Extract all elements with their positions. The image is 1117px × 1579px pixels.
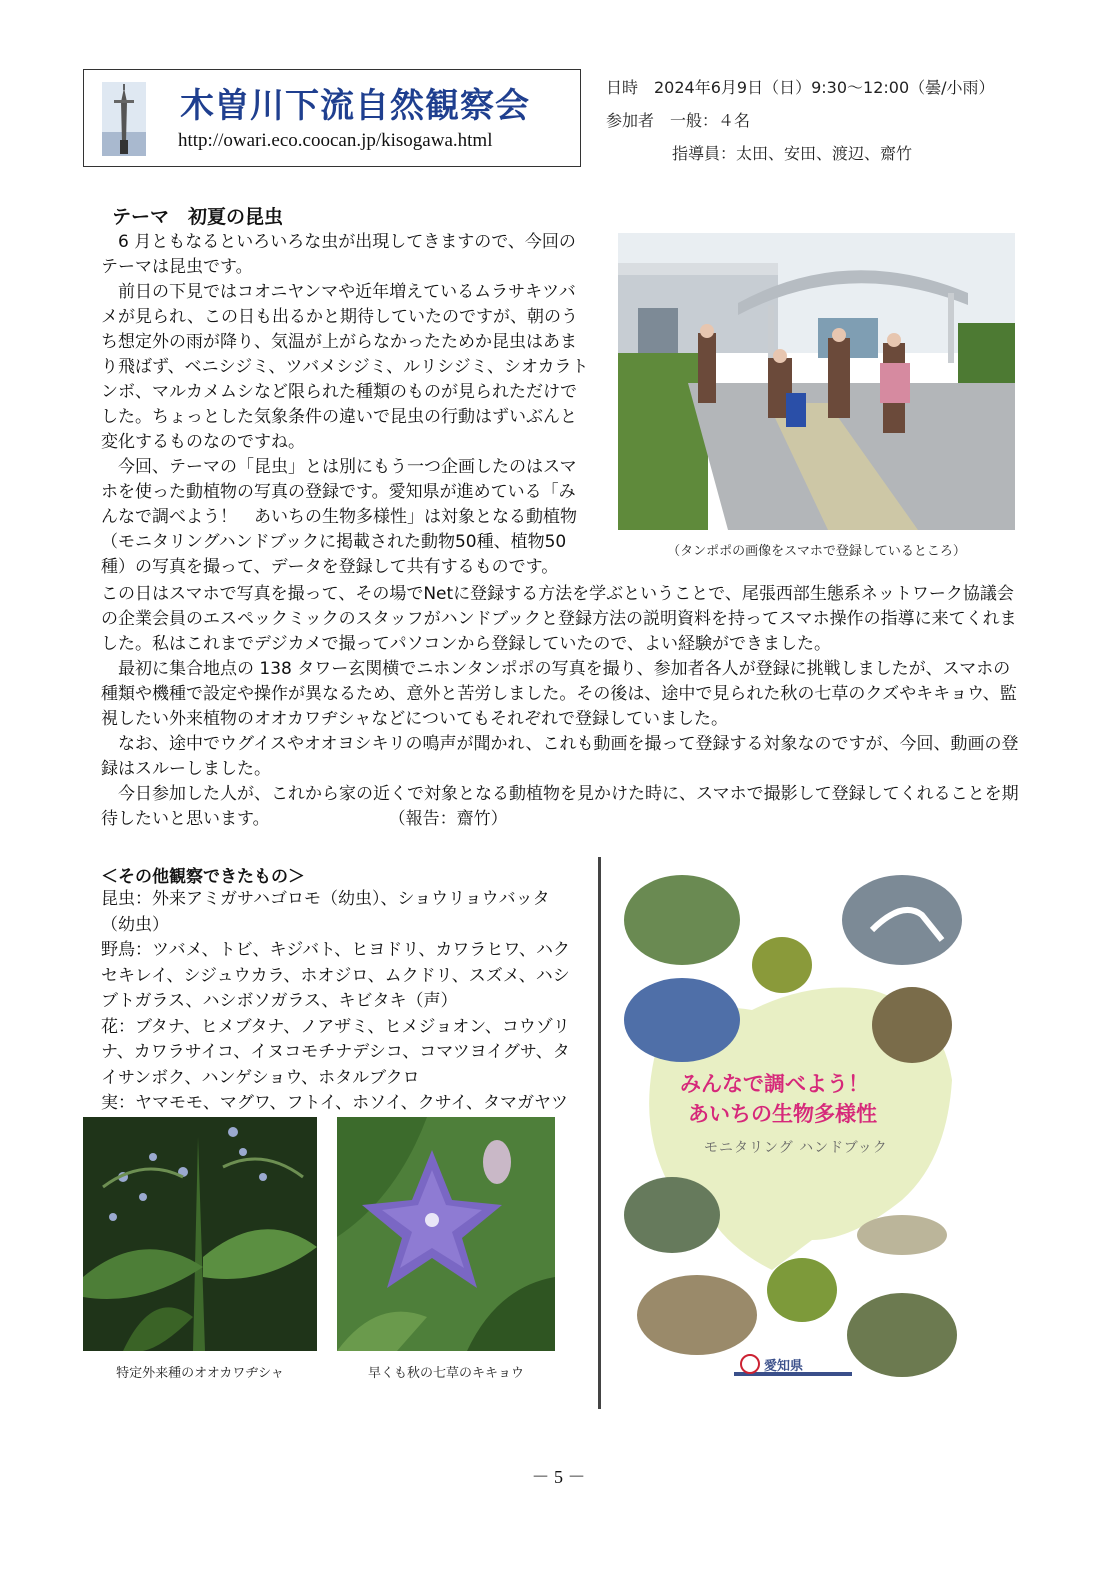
okawajisha-caption: 特定外来種のオオカワヂシャ: [116, 1366, 284, 1381]
header-box: [83, 69, 581, 167]
paragraph: 最初に集合地点の 138 タワー玄関横でニホンタンポポの写真を撮り、参加者各人が登録に挑戦しましたが、スマホの種類や機種で設定や操作が異なるため、意外と苦労しました。その後は、途中で見られた秋の七草のクズやキキョウ、監視したい外来植物のオオカワヂシャなどについてもそれぞれで登録していました。: [101, 659, 1017, 729]
others-list: [101, 887, 577, 1142]
tower-logo-icon: [102, 82, 146, 156]
handbook-cover: [612, 860, 978, 1390]
article-left-text: [101, 230, 591, 580]
okawajisha-photo: [83, 1117, 317, 1351]
guides: 指導員：太田、安田、渡辺、齋竹: [672, 144, 913, 163]
list-item: 実：ヤマモモ、マグワ、フトイ、ホソイ、クサイ、タマガヤツ: [101, 1093, 568, 1113]
group-photo: [618, 233, 1015, 530]
paragraph: 前日の下見ではコオニヤンマや近年増えているムラサキツバメが見られ、この日も出るかと期待していたのですが、朝のうち想定外の雨が降り、気温が上がらなかったためか昆虫はあまり飛ばず、ベニシジミ、ツバメシジミ、ルリシジミ、シオカラトンボ、マルカメムシなど限られた種類のものが見られただけでした。ちょっとした気象条件の違いで昆虫の行動はずいぶんと変化するものなのですね。: [101, 282, 589, 452]
paragraph: なお、途中でウグイスやオオヨシキリの鳴声が聞かれ、これも動画を撮って登録する対象なのですが、今回、動画の登録はスルーしました。: [101, 734, 1019, 779]
theme-heading: テーマ 初夏の昆虫: [112, 206, 284, 228]
paragraph: この日はスマホで写真を撮って、その場でNetに登録する方法を学ぶということで、尾張西部生態系ネットワーク協議会の企業会員のエスペックミックのスタッフがハンドブックと登録方法の説明資料を持ってスマホ操作の指導に来てくれました。私はこれまでデジカメで撮ってパソコンから登録していたので、よい経験ができました。: [101, 584, 1017, 654]
list-item: 昆虫：外来アミガサハゴロモ（幼虫）、ショウリョウバッタ（幼虫）: [101, 889, 550, 935]
handbook-title-line2: あいちの生物多様性: [688, 1102, 877, 1126]
participants: 参加者 一般：４名: [606, 111, 751, 130]
list-item: 野鳥：ツバメ、トビ、キジバト、ヒヨドリ、カワラヒワ、ハクセキレイ、シジュウカラ、ホオジロ、ムクドリ、スズメ、ハシブトガラス、ハシボソガラス、キビタキ（声）: [101, 940, 571, 1011]
page-number: － 5 －: [531, 1467, 586, 1487]
list-item: 花：ブタナ、ヒメブタナ、ノアザミ、ヒメジョオン、コウゾリナ、カワラサイコ、イヌコモチナデシコ、コマツヨイグサ、タイサンボク、ハンゲショウ、ホタルブクロ: [101, 1016, 570, 1088]
kikyo-caption: 早くも秋の七草のキキョウ: [367, 1366, 524, 1381]
vertical-divider: [598, 857, 601, 1409]
handbook-subtitle: モニタリング ハンドブック: [704, 1140, 888, 1156]
club-title: 木曽川下流自然観察会: [180, 86, 530, 126]
kikyo-photo: [337, 1117, 555, 1351]
group-photo-caption: （タンポポの画像をスマホで登録しているところ）: [667, 544, 966, 559]
handbook-publisher: 愛知県: [764, 1359, 804, 1374]
paragraph: 今回、テーマの「昆虫」とは別にもう一つ企画したのはスマホを使った動植物の写真の登録です。愛知県が進めている「みんなで調べよう！ あいちの生物多様性」は対象となる動植物（モニタリングハンドブックに掲載された動物50種、植物50種）の写真を撮って、データを登録して共有するものです。: [101, 457, 577, 577]
others-heading: ＜その他観察できたもの＞: [101, 867, 305, 887]
club-url-link[interactable]: http://owari.eco.coocan.jp/kisogawa.html: [178, 130, 493, 151]
article-full-text: [101, 582, 1027, 832]
handbook-title-line1: みんなで調べよう！: [680, 1072, 869, 1096]
paragraph: 今日参加した人が、これから家の近くで対象となる動植物を見かけた時に、スマホで撮影して登録してくれることを期待したいと思います。 （報告：齋竹）: [101, 784, 1019, 829]
event-date: 日時 2024年6月9日（日）9:30〜12:00（曇/小雨）: [606, 78, 995, 97]
paragraph: 6 月ともなるといろいろな虫が出現してきますので、今回のテーマは昆虫です。: [101, 232, 576, 277]
